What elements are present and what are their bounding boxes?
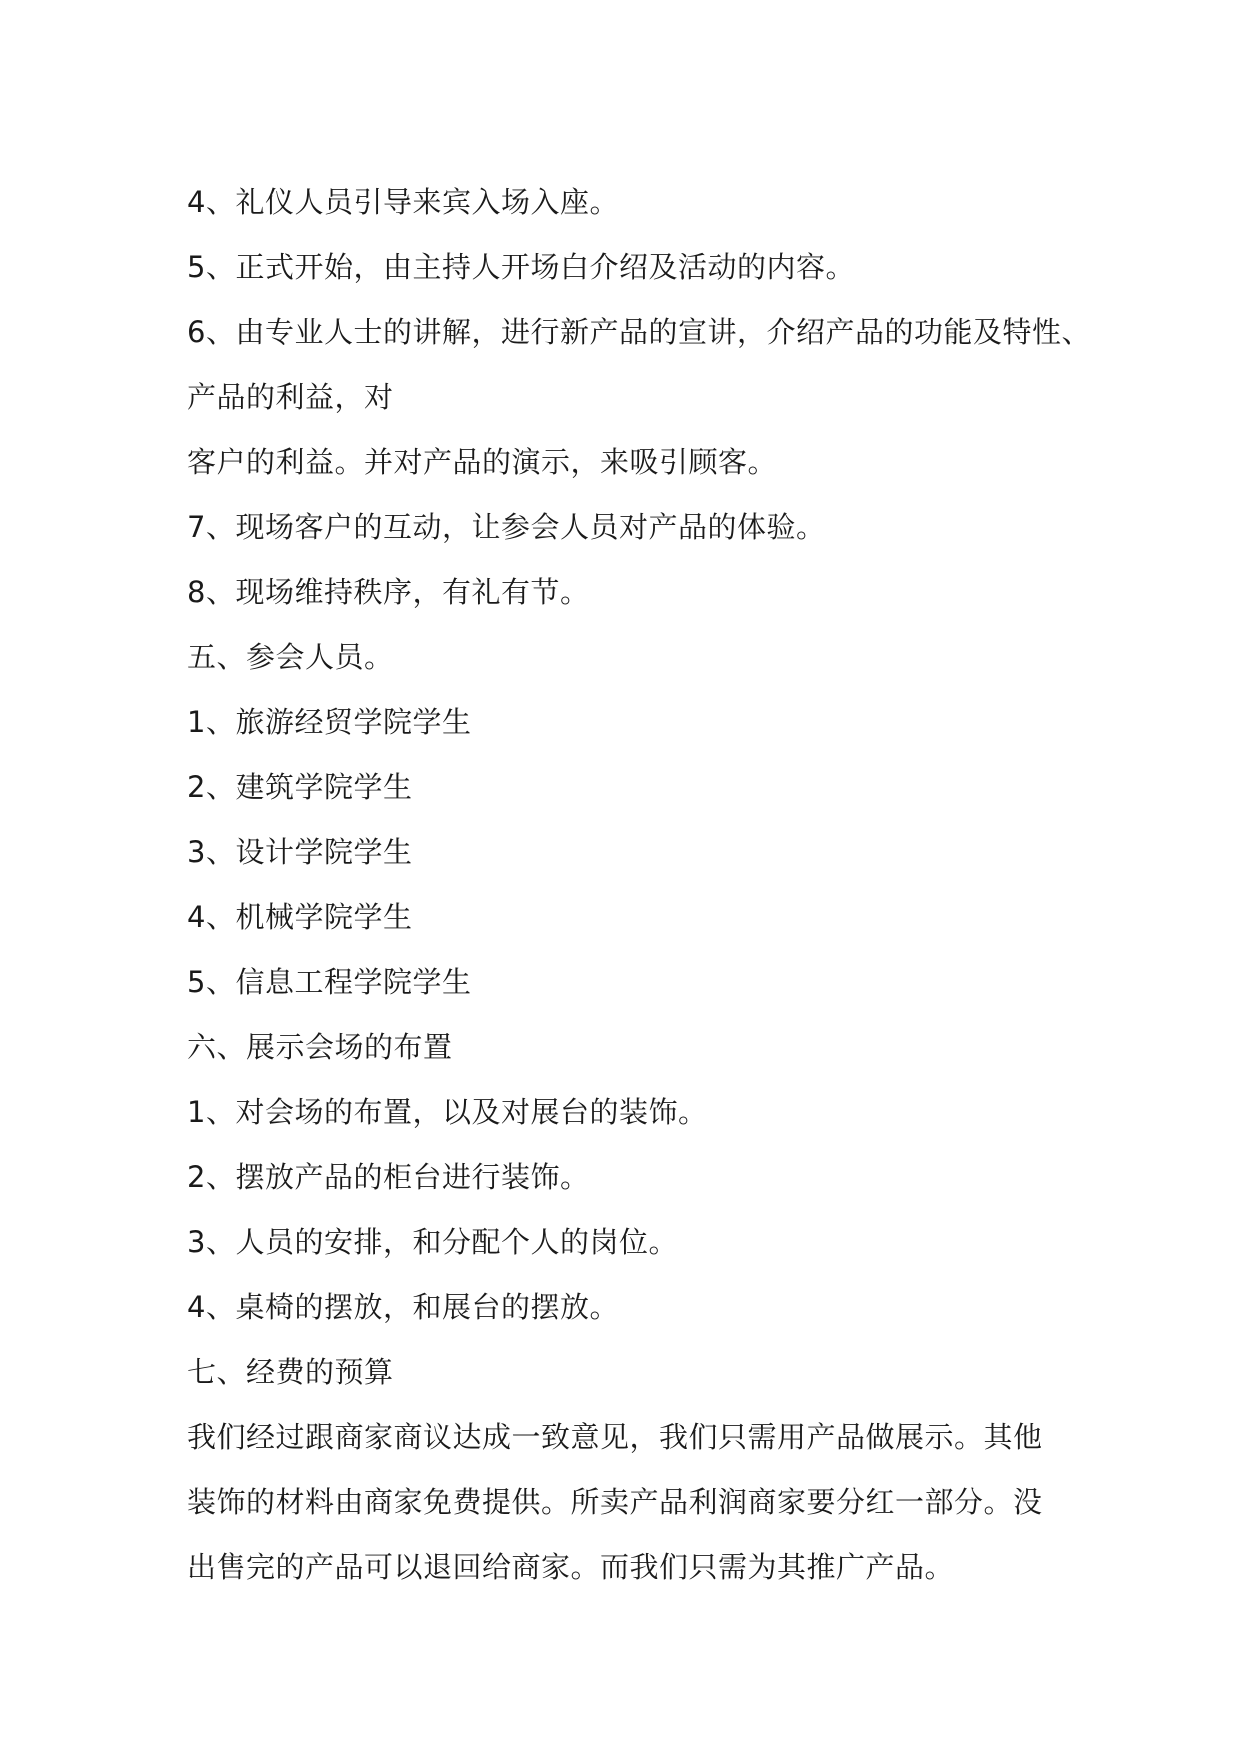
paragraph-budget-line-2: 装饰的材料由商家免费提供。所卖产品利润商家要分红一部分。没 [187,1485,1043,1519]
list-item-order: 8、现场维持秩序，有礼有节。 [187,575,590,609]
list-item-expert-lecture-cont-1: 产品的利益，对 [187,380,394,414]
paragraph-budget-line-1: 我们经过跟商家商议达成一致意见，我们只需用产品做展示。其他 [187,1420,1043,1454]
section-heading-attendees: 五、参会人员。 [187,640,394,674]
list-item-attendee-1: 1、旅游经贸学院学生 [187,705,472,739]
document-body [187,170,1091,1600]
list-item-attendee-3: 3、设计学院学生 [187,835,413,869]
paragraph-budget-line-3: 出售完的产品可以退回给商家。而我们只需为其推广产品。 [187,1550,955,1584]
list-item-venue-1: 1、对会场的布置，以及对展台的装饰。 [187,1095,708,1129]
list-item-opening: 5、正式开始，由主持人开场白介绍及活动的内容。 [187,250,855,284]
list-item-venue-4: 4、桌椅的摆放，和展台的摆放。 [187,1290,619,1324]
list-item-interaction: 7、现场客户的互动，让参会人员对产品的体验。 [187,510,826,544]
list-item-venue-3: 3、人员的安排，和分配个人的岗位。 [187,1225,678,1259]
list-item-attendee-4: 4、机械学院学生 [187,900,413,934]
list-item-guests-seating: 4、礼仪人员引导来宾入场入座。 [187,185,619,219]
section-heading-venue: 六、展示会场的布置 [187,1030,453,1064]
list-item-expert-lecture: 6、由专业人士的讲解，进行新产品的宣讲，介绍产品的功能及特性、 [187,315,1091,349]
section-heading-budget: 七、经费的预算 [187,1355,394,1389]
list-item-attendee-2: 2、建筑学院学生 [187,770,413,804]
list-item-venue-2: 2、摆放产品的柜台进行装饰。 [187,1160,590,1194]
list-item-attendee-5: 5、信息工程学院学生 [187,965,472,999]
list-item-expert-lecture-cont-2: 客户的利益。并对产品的演示，来吸引顾客。 [187,445,778,479]
